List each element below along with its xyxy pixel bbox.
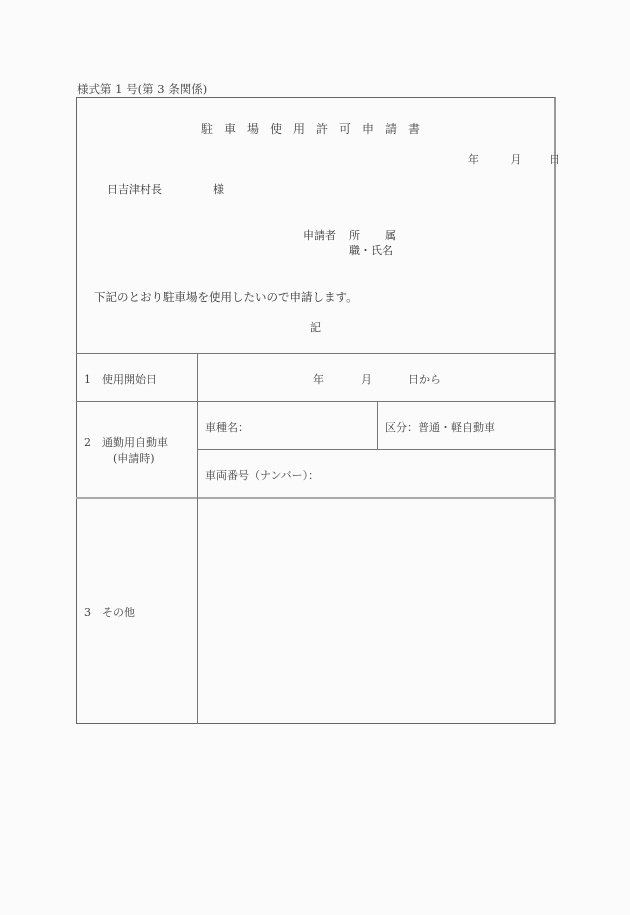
- divider: [197, 353, 198, 724]
- car-model-field[interactable]: 車種名：: [205, 421, 249, 434]
- divider: [377, 401, 378, 449]
- start-date-day[interactable]: 日から: [408, 373, 441, 386]
- document-title: 駐車場使用許可申請書: [200, 122, 431, 136]
- row-label-commute-car-sub: (申請時): [113, 452, 155, 465]
- date-year: 年: [468, 153, 479, 166]
- row-label-other: 3 その他: [84, 606, 135, 619]
- application-statement: 下記のとおり駐車場を使用したいので申請します。: [94, 290, 358, 304]
- date-day: 日: [549, 153, 560, 166]
- form-number: 様式第 1 号(第 3 条関係): [77, 82, 208, 96]
- position-name-label: 職・氏名: [349, 244, 393, 257]
- start-date-month[interactable]: 月: [361, 373, 372, 386]
- divider: [76, 401, 556, 402]
- affiliation-label-b: 属: [385, 229, 396, 242]
- start-date-year[interactable]: 年: [313, 373, 324, 386]
- other-field[interactable]: [199, 500, 554, 722]
- plate-number-field[interactable]: 車両番号（ナンバー）：: [205, 469, 320, 482]
- honorific: 様: [213, 183, 224, 196]
- divider: [76, 353, 556, 354]
- row-label-commute-car: 2 通勤用自動車: [84, 436, 168, 449]
- date-month: 月: [510, 153, 522, 166]
- divider: [76, 497, 556, 499]
- row-label-start-date: 1 使用開始日: [84, 373, 157, 386]
- ki-heading: 記: [310, 321, 321, 334]
- applicant-label: 申請者: [303, 229, 336, 242]
- date-line: [468, 151, 560, 167]
- addressee: 日吉津村長: [107, 183, 162, 196]
- car-category-field[interactable]: 区分：普通・軽自動車: [385, 421, 495, 434]
- affiliation-label-a: 所: [349, 229, 360, 242]
- divider: [197, 449, 556, 450]
